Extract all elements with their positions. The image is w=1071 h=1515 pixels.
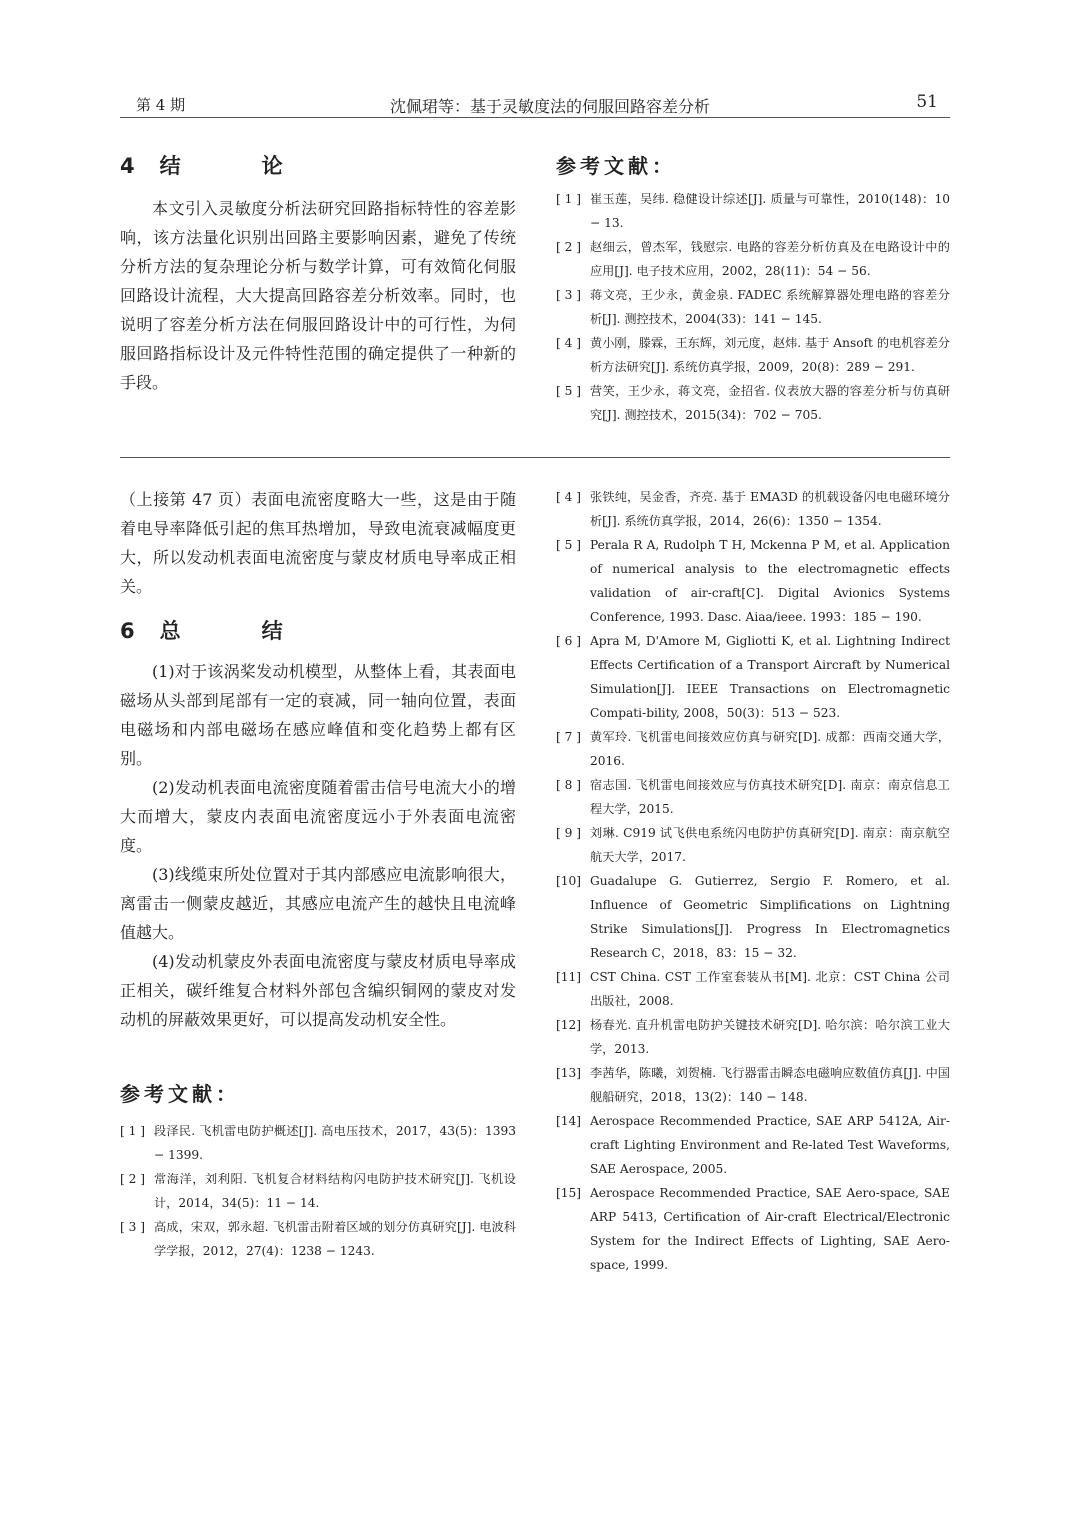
reference-number: [ 7 ] [556,730,582,744]
reference-item [556,533,950,629]
reference-text: 高成，宋双，郭永超. 飞机雷击附着区域的划分仿真研究[J]. 电波科学学报，2012，27(4)：1238 − 1243. [154,1220,516,1258]
reference-text: 崔玉莲，吴纬. 稳健设计综述[J]. 质量与可靠性，2010(148)：10 − 13. [590,192,950,230]
section-title: 结 论 [159,154,313,178]
reference-text: 张铁纯，吴金香，齐亮. 基于 EMA3D 的机载设备闪电电磁环境分析[J]. 系统仿真学报，2014，26(6)：1350 − 1354. [590,490,950,528]
reference-number: [ 8 ] [556,778,582,792]
summary-paragraph: (4)发动机蒙皮外表面电流密度与蒙皮材质电导率成正相关，碳纤维复合材料外部包含编织铜网的蒙皮对发动机的屏蔽效果更好，可以提高发动机安全性。 [120,952,516,1029]
reference-text: Aerospace Recommended Practice, SAE ARP 5412A, Air-craft Lighting Environment and Re-lated Test Waveforms, SAE Aerospace, 2005. [590,1114,950,1176]
summary-paragraph: (2)发动机表面电流密度随着雷击信号电流大小的增大而增大，蒙皮内表面电流密度远小于外表面电流密度。 [120,778,516,855]
reference-number: [ 5 ] [556,538,582,552]
reference-text: 黄军玲. 飞机雷电间接效应仿真与研究[D]. 成都：西南交通大学，2016. [590,730,950,768]
reference-text: Perala R A, Rudolph T H, Mckenna P M, et al. Application of numerical analysis to the electromagnetic effects validation of air-craft[C]. Digital Avionics Systems Conference, 1993. Dasc. Aiaa/ieee. 1993：185 − 190. [590,538,950,624]
continued-paragraph: （上接第 47 页）表面电流密度略大一些，这是由于随着电导率降低引起的焦耳热增加，导致电流衰减幅度更大，所以发动机表面电流密度与蒙皮材质电导率成正相关。 [120,490,516,596]
reference-number: [ 2 ] [120,1172,146,1186]
reference-number: [ 3 ] [120,1220,146,1234]
paragraph: 本文引入灵敏度分析法研究回路指标特性的容差影响，该方法量化识别出回路主要影响因素，避免了传统分析方法的复杂理论分析与数学计算，可有效简化伺服回路设计流程，大大提高回路容差分析效率。同时，也说明了容差分析方法在伺服回路设计中的可行性，为伺服回路指标设计及元件特性范围的确定提供了一种新的手段。 [120,199,516,392]
reference-text: Guadalupe G. Gutierrez, Sergio F. Romero, et al. Influence of Geometric Simplifications on Lightning Strike Simulations[J]. Progress In Electromagnetics Research C，2018，83：15 − 32. [590,874,950,960]
reference-number: [ 9 ] [556,826,582,840]
continued-text [120,485,516,601]
reference-item [556,725,950,773]
reference-list [120,1119,516,1263]
reference-item [120,1119,516,1167]
reference-item [556,1109,950,1181]
reference-text: Apra M, D'Amore M, Gigliotti K, et al. Lightning Indirect Effects Certification of a Transport Aircraft by Numerical Simulation[J]. IEEE Transactions on Electromagnetic Compati-bility, 2008，50(3)：513 − 523. [590,634,950,720]
reference-number: [ 4 ] [556,490,582,504]
reference-text: 赵细云，曾杰军，钱慰宗. 电路的容差分析仿真及在电路设计中的应用[J]. 电子技术应用，2002，28(11)：54 − 56. [590,240,950,278]
reference-item [120,1167,516,1215]
reference-number: [13] [556,1066,582,1080]
reference-item [556,1013,950,1061]
reference-item [556,629,950,725]
reference-number: [ 1 ] [120,1124,146,1138]
reference-item [120,1215,516,1263]
references-column-right [556,485,950,1277]
reference-item [556,1061,950,1109]
reference-item [556,869,950,965]
conclusion-body [120,194,516,397]
reference-number: [14] [556,1114,582,1128]
page-header [120,92,950,116]
summary-paragraph: (3)线缆束所处位置对于其内部感应电流影响很大，离雷击一侧蒙皮越近，其感应电流产生的越快且电流峰值越大。 [120,865,516,942]
reference-item [556,821,950,869]
reference-list [556,187,950,427]
reference-text: 刘琳. C919 试飞供电系统闪电防护仿真研究[D]. 南京：南京航空航天大学，2017. [590,826,950,864]
article-separator-rule [120,457,950,458]
section-number: 4 [120,154,136,178]
reference-number: [11] [556,970,582,984]
reference-item [556,187,950,235]
reference-text: CST China. CST 工作室套装从书[M]. 北京：CST China 公司出版社，2008. [590,970,950,1008]
reference-text: 段泽民. 飞机雷电防护概述[J]. 高电压技术，2017，43(5)：1393 − 1399. [154,1124,516,1162]
page-number: 51 [916,92,938,112]
reference-text: 营笑，王少永，蒋文亮，金招省. 仪表放大器的容差分析与仿真研究[J]. 测控技术，2015(34)：702 − 705. [590,384,950,422]
reference-number: [12] [556,1018,582,1032]
reference-item [556,379,950,427]
reference-text: 黄小刚，滕霖，王东辉，刘元度，赵炜. 基于 Ansoft 的电机容差分析方法研究[J]. 系统仿真学报，2009，20(8)：289 − 291. [590,336,950,374]
header-rule [120,117,950,118]
reference-number: [ 5 ] [556,384,582,398]
reference-text: 宿志国. 飞机雷电间接效应与仿真技术研究[D]. 南京：南京信息工程大学，2015. [590,778,950,816]
conclusion-section [120,150,516,397]
reference-text: 常海洋，刘利阳. 飞机复合材料结构闪电防护技术研究[J]. 飞机设计，2014，34(5)：11 − 14. [154,1172,516,1210]
references-section-top [556,150,950,427]
summary-column [120,485,516,1263]
reference-list [556,485,950,1277]
summary-body [120,657,516,1034]
reference-number: [ 3 ] [556,288,582,302]
reference-number: [15] [556,1186,582,1200]
running-title: 沈佩珺等：基于灵敏度法的伺服回路容差分析 [389,97,710,116]
reference-text: Aerospace Recommended Practice, SAE Aero-space, SAE ARP 5413, Certification of Air-craft Electrical/Electronic System for the Indirect Effects of Lighting, SAE Aero-space, 1999. [590,1186,950,1272]
summary-paragraph: (1)对于该涡桨发动机模型，从整体上看，其表面电磁场从头部到尾部有一定的衰减，同一轴向位置，表面电磁场和内部电磁场在感应峰值和变化趋势上都有区别。 [120,662,516,768]
reference-item [556,283,950,331]
reference-number: [10] [556,874,582,888]
reference-item [556,965,950,1013]
reference-text: 杨春光. 直升机雷电防护关键技术研究[D]. 哈尔滨：哈尔滨工业大学，2013. [590,1018,950,1056]
reference-number: [ 2 ] [556,240,582,254]
reference-number: [ 6 ] [556,634,582,648]
section-heading [120,615,516,645]
reference-text: 李茜华，陈曦，刘贺楠. 飞行器雷击瞬态电磁响应数值仿真[J]. 中国舰船研究，2018，13(2)：140 − 148. [590,1066,950,1104]
reference-number: [ 4 ] [556,336,582,350]
section-title: 总 结 [159,619,313,643]
section-heading [120,150,516,180]
reference-item [556,235,950,283]
reference-text: 蒋文亮，王少永，黄金泉. FADEC 系统解算器处理电路的容差分析[J]. 测控技术，2004(33)：141 − 145. [590,288,950,326]
section-number: 6 [120,619,136,643]
reference-item [556,773,950,821]
reference-item [556,1181,950,1277]
references-heading: 参考文献： [120,1082,240,1106]
reference-item [556,485,950,533]
reference-item [556,331,950,379]
references-heading: 参考文献： [556,154,676,178]
issue-label: 第 4 期 [136,96,186,114]
reference-number: [ 1 ] [556,192,582,206]
